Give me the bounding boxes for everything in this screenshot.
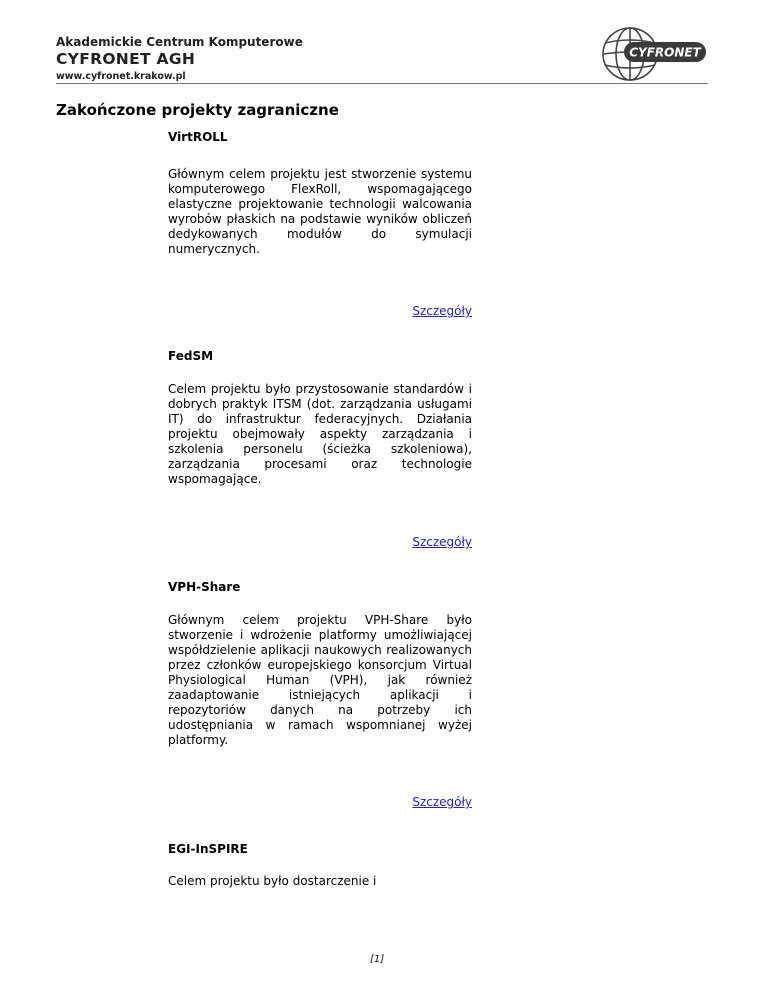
footnote-reference: [1]	[370, 954, 385, 965]
organization-url: www.cyfronet.krakow.pl	[56, 71, 186, 82]
project-title: VirtROLL	[168, 130, 228, 144]
projects-list	[168, 125, 472, 889]
project-item	[168, 348, 472, 550]
header-divider	[56, 83, 708, 84]
cyfronet-logo	[600, 25, 708, 83]
project-title: FedSM	[168, 349, 214, 363]
logo-text: CYFRONET	[629, 45, 701, 60]
details-link[interactable]: Szczegóły	[412, 535, 472, 549]
project-description: Celem projektu było przystosowanie standardów i dobrych praktyk ITSM (dot. zarządzania usługami IT) do infrastruktur federacyjnych. Działania projektu obejmowały aspekty zarządzania i szkolenia personelu (ścieżka szkoleniowa), zarządzania procesami oraz technologie wspomagające.	[168, 382, 472, 486]
details-link[interactable]: Szczegóły	[412, 795, 472, 809]
project-title: EGI-InSPIRE	[168, 842, 248, 856]
project-description: Głównym celem projektu jest stworzenie systemu komputerowego FlexRoll, wspomagającego elastyczne projektowanie technologii walcowania wyrobów płaskich na podstawie wyników obliczeń dedykowanych modułów do symulacji numerycznych.	[168, 167, 472, 256]
project-description: Głównym celem projektu VPH-Share było stworzenie i wdrożenie platformy umożliwiającej współdzielenie aplikacji naukowych realizowanych przez członków europejskiego konsorcjum Virtual Physiological Human (VPH), jak również zaadaptowanie istniejących aplikacji i repozytoriów danych na potrzeby ich udostępniania w ramach wspomnianej wyżej platformy.	[168, 613, 472, 747]
project-item	[168, 579, 472, 810]
organization-title: CYFRONET AGH	[56, 50, 196, 68]
project-title: VPH-Share	[168, 580, 241, 594]
project-description: Celem projektu było dostarczenie i	[168, 874, 377, 888]
organization-name: Akademickie Centrum Komputerowe	[56, 35, 303, 49]
page-title: Zakończone projekty zagraniczne	[56, 101, 339, 119]
project-item	[168, 129, 472, 319]
details-link[interactable]: Szczegóły	[412, 304, 472, 318]
project-item	[168, 841, 472, 889]
